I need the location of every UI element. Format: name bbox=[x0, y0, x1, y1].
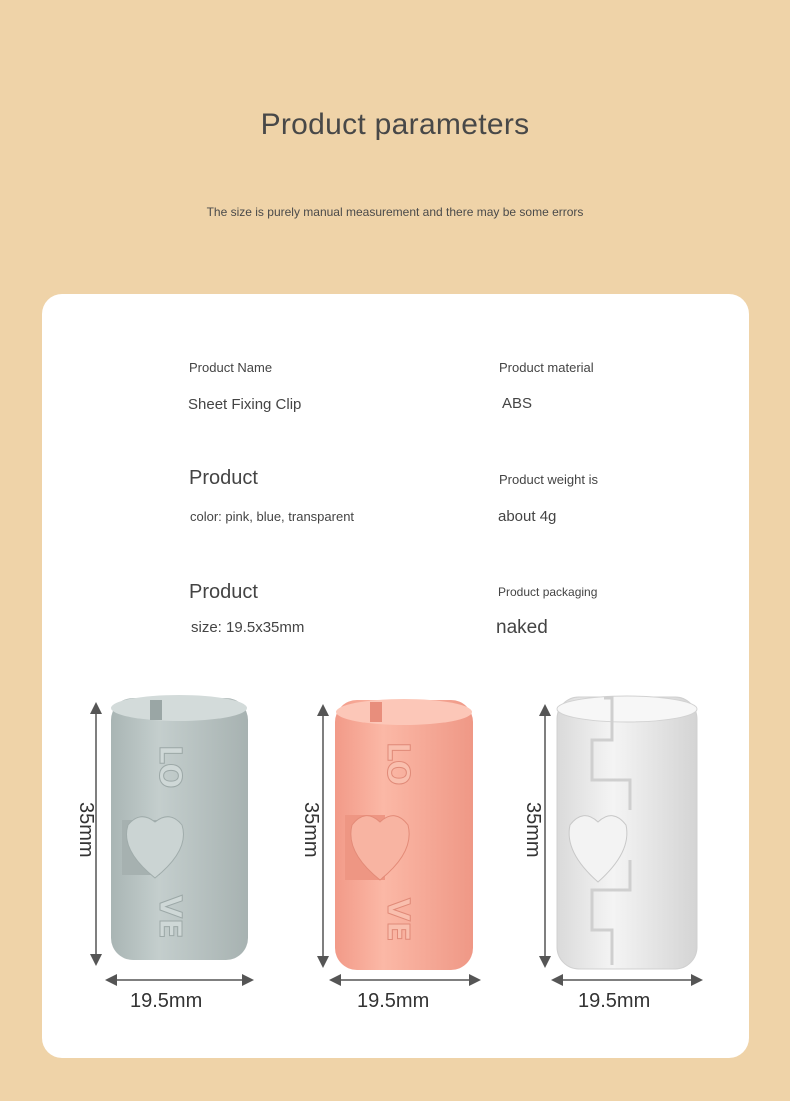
product-size-value: size: 19.5x35mm bbox=[191, 619, 305, 636]
transparent-clip bbox=[557, 696, 697, 969]
gray-clip bbox=[111, 695, 248, 960]
product-name-label: Product Name bbox=[189, 360, 273, 375]
product-size-label: Product bbox=[189, 581, 258, 603]
product-material-value: ABS bbox=[502, 395, 533, 412]
product-material-label: Product material bbox=[499, 360, 594, 375]
product-packaging-label: Product packaging bbox=[498, 585, 598, 599]
svg-text:VE: VE bbox=[380, 898, 415, 942]
svg-text:LO: LO bbox=[380, 742, 415, 786]
pink-clip-height: 35mm bbox=[300, 802, 322, 858]
page-subtitle: The size is purely manual measurement and there may be some errors bbox=[206, 205, 584, 219]
product-name-value: Sheet Fixing Clip bbox=[188, 396, 302, 413]
svg-text:VE: VE bbox=[152, 895, 187, 939]
product-packaging-value: naked bbox=[496, 617, 548, 638]
gray-clip-height: 35mm bbox=[75, 802, 97, 858]
transparent-clip-height: 35mm bbox=[522, 802, 544, 858]
product-weight-value: about 4g bbox=[498, 508, 557, 525]
product-color-label: Product bbox=[189, 467, 258, 489]
svg-text:LO: LO bbox=[152, 745, 187, 789]
gray-clip-width: 19.5mm bbox=[130, 990, 203, 1012]
page-title: Product parameters bbox=[260, 108, 530, 141]
product-color-value: color: pink, blue, transparent bbox=[190, 509, 355, 524]
pink-clip bbox=[335, 699, 473, 970]
pink-clip-width: 19.5mm bbox=[357, 990, 430, 1012]
product-weight-label: Product weight is bbox=[499, 472, 598, 487]
transparent-clip-width: 19.5mm bbox=[578, 990, 651, 1012]
